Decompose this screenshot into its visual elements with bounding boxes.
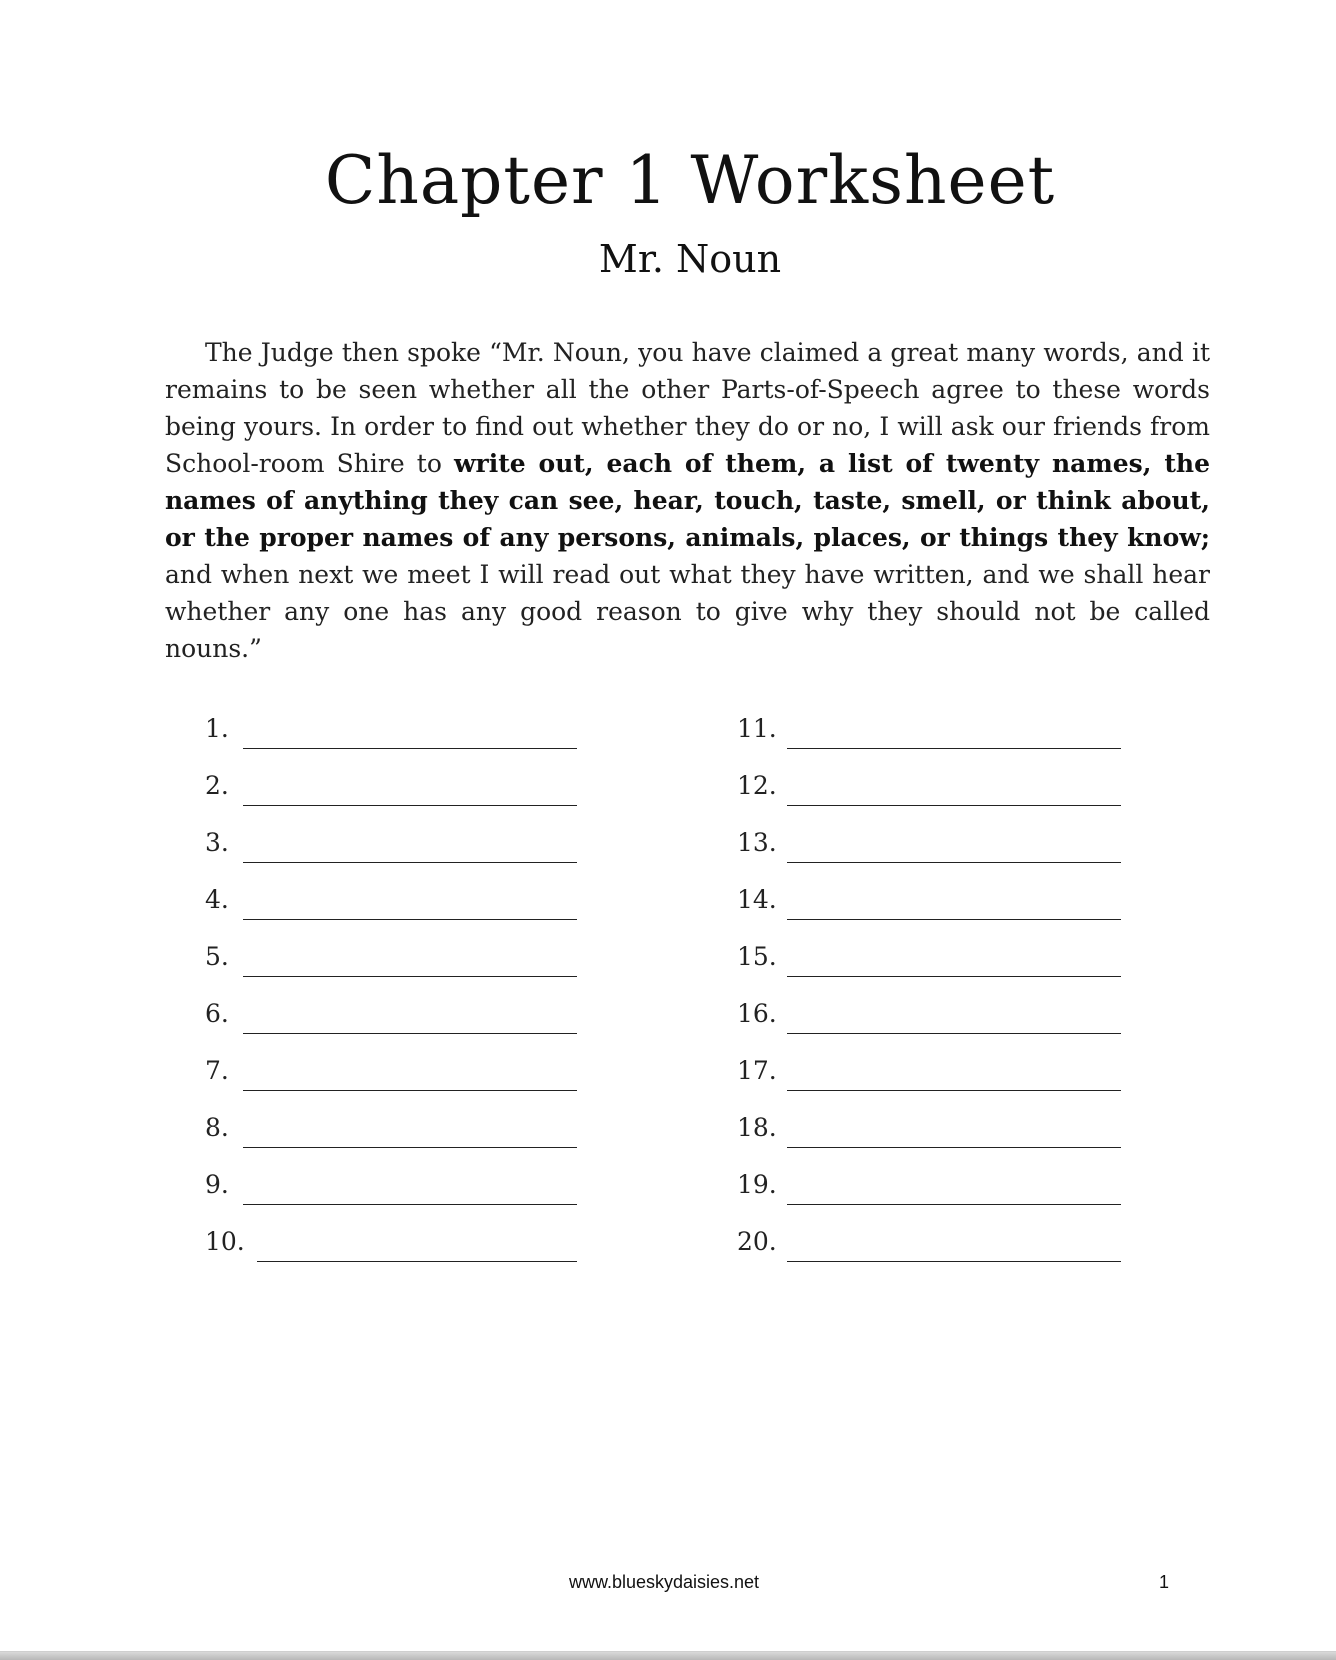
answer-line — [737, 684, 1121, 741]
answer-line — [205, 1140, 577, 1197]
answer-list-left — [205, 684, 577, 1254]
answer-blank[interactable] — [243, 861, 577, 863]
answer-line — [205, 1026, 577, 1083]
answer-blank[interactable] — [243, 975, 577, 977]
answer-line — [737, 798, 1121, 855]
answer-number: 3. — [205, 828, 229, 857]
answer-number: 18. — [737, 1113, 777, 1142]
answer-blank[interactable] — [787, 1089, 1121, 1091]
answer-blank[interactable] — [257, 1260, 577, 1262]
intro-text-bold: write out, each of them, a list of twenty names, the names of anything they can see, hear, touch, taste, smell, or think about, or the proper names of any persons, animals, places, or things they know; — [165, 449, 1210, 552]
answer-number: 12. — [737, 771, 777, 800]
answer-number: 10. — [205, 1227, 245, 1256]
answer-blank[interactable] — [243, 918, 577, 920]
answer-line — [737, 855, 1121, 912]
answer-number: 20. — [737, 1227, 777, 1256]
answer-line — [205, 1083, 577, 1140]
answer-blank[interactable] — [787, 1032, 1121, 1034]
page-subtitle: Mr. Noun — [598, 237, 782, 281]
intro-text-end: and when next we meet I will read out what they have written, and we shall hear whether any one has any good reason to give why they should not be called nouns.” — [165, 560, 1210, 663]
answer-number: 16. — [737, 999, 777, 1028]
answer-blank[interactable] — [243, 747, 577, 749]
answer-line — [205, 912, 577, 969]
answer-blank[interactable] — [787, 1146, 1121, 1148]
answer-number: 8. — [205, 1113, 229, 1142]
answer-line — [205, 684, 577, 741]
answer-line — [205, 741, 577, 798]
answer-list-right — [737, 684, 1121, 1254]
answer-line — [205, 969, 577, 1026]
answer-number: 9. — [205, 1170, 229, 1199]
answer-number: 11. — [737, 714, 777, 743]
answer-line — [737, 1026, 1121, 1083]
answer-number: 7. — [205, 1056, 229, 1085]
answer-number: 1. — [205, 714, 229, 743]
answer-number: 19. — [737, 1170, 777, 1199]
intro-text-start: The Judge then spoke “Mr. Noun, you have claimed a great many words, and it remains to be seen whether all the other Parts-of-Speech agree to these words being yours. In order to find out whether they do or no, I will ask our friends from School-room Shire to — [165, 338, 1210, 478]
page-number: 1 — [1159, 1572, 1170, 1592]
answer-line — [737, 741, 1121, 798]
answer-number: 5. — [205, 942, 229, 971]
footer-url[interactable] — [0, 1572, 1336, 1593]
answer-number: 15. — [737, 942, 777, 971]
intro-paragraph — [165, 334, 1210, 667]
answer-line — [205, 855, 577, 912]
answer-blank[interactable] — [243, 1089, 577, 1091]
answer-blank[interactable] — [787, 1203, 1121, 1205]
answer-number: 2. — [205, 771, 229, 800]
answer-line — [737, 1083, 1121, 1140]
answer-number: 17. — [737, 1056, 777, 1085]
answer-blank[interactable] — [243, 804, 577, 806]
answer-blank[interactable] — [243, 1032, 577, 1034]
answer-number: 13. — [737, 828, 777, 857]
answer-line — [737, 912, 1121, 969]
page-title: Chapter 1 Worksheet — [324, 142, 1056, 219]
answer-blank[interactable] — [243, 1203, 577, 1205]
answer-number: 6. — [205, 999, 229, 1028]
answer-line — [737, 969, 1121, 1026]
answer-line — [737, 1197, 1121, 1254]
answer-blank[interactable] — [787, 918, 1121, 920]
answer-line — [205, 798, 577, 855]
answer-number: 4. — [205, 885, 229, 914]
viewer-bottom-edge — [0, 1651, 1336, 1660]
answer-blank[interactable] — [787, 804, 1121, 806]
answer-blank[interactable] — [787, 861, 1121, 863]
answer-line — [737, 1140, 1121, 1197]
answer-blank[interactable] — [787, 747, 1121, 749]
answer-number: 14. — [737, 885, 777, 914]
footer-url-text: www.blueskydaisies.net — [568, 1572, 760, 1592]
answer-line — [205, 1197, 577, 1254]
answer-blank[interactable] — [787, 1260, 1121, 1262]
answer-blank[interactable] — [787, 975, 1121, 977]
answer-blank[interactable] — [243, 1146, 577, 1148]
